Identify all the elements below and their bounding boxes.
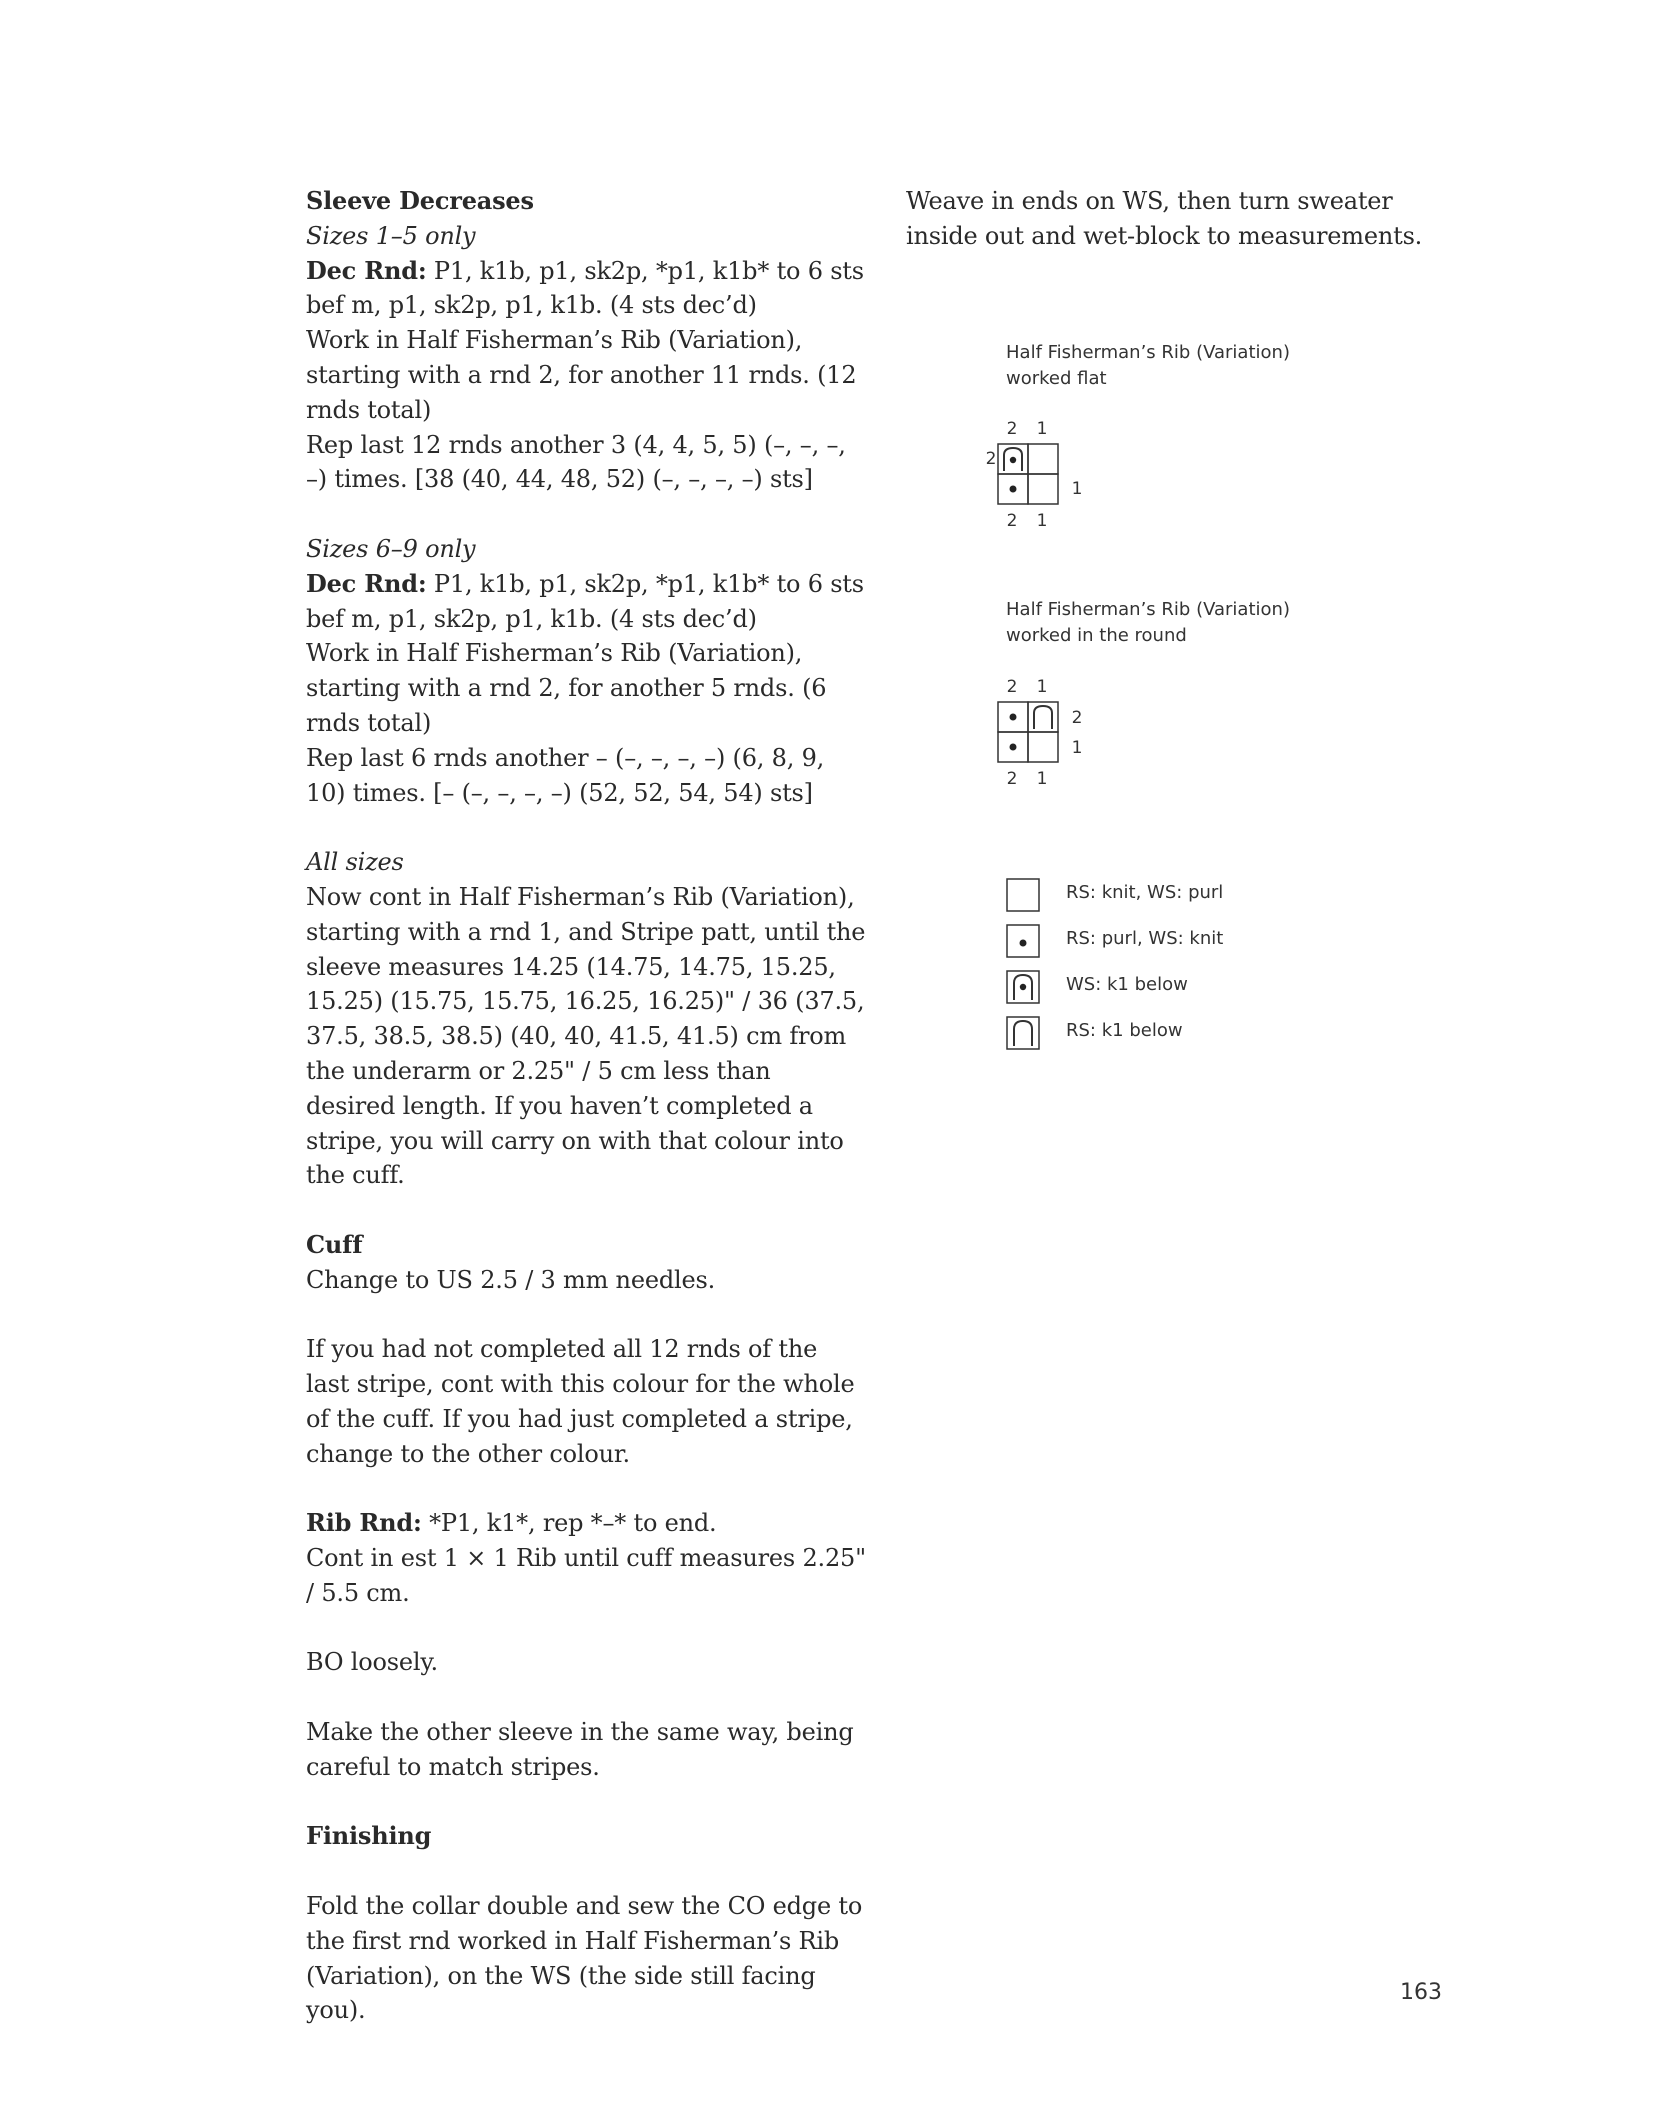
chart-flat-arch-dot-icon [1010, 457, 1016, 463]
other-sleeve-text: Make the other sleeve in the same way, being careful to match stripes. [306, 1718, 854, 1781]
chart-round-col-label-2-top: 2 [1006, 677, 1018, 697]
cuff-colour-text: If you had not completed all 12 rnds of the last stripe, cont with this colour for the whole of the cuff. If you had just completed a stripe, change to the other colour. [306, 1335, 855, 1468]
sizes-1-5-subheading: Sizes 1–5 only [306, 221, 476, 250]
chart-round-col-label-2-bottom: 2 [1006, 769, 1018, 789]
chart-round-dot-icon-r2 [1010, 714, 1017, 721]
sleeve-decreases-section [306, 184, 866, 497]
dec-rnd-b-label: Dec Rnd: [306, 568, 427, 598]
left-column [306, 184, 866, 2063]
rib-section [306, 1506, 866, 1610]
chart-round-row-label-2: 2 [1071, 708, 1083, 728]
legend-label-ws-k1-below: WS: k1 below [1066, 974, 1188, 995]
page-number: 163 [1400, 1980, 1442, 2005]
work-b-text: Work in Half Fisherman’s Rib (Variation), starting with a rnd 2, for another 5 rnds. (6 rnds total) [306, 639, 827, 737]
legend-label-knit: RS: knit, WS: purl [1066, 882, 1224, 903]
cuff-heading: Cuff [306, 1229, 363, 1259]
chart-flat-cell-r1c1 [1028, 474, 1058, 504]
cuff-section [306, 1228, 866, 1298]
dec-rnd-b [306, 567, 866, 637]
dec-rnd-b-text: P1, k1b, p1, sk2p, *p1, k1b* to 6 sts bef m, p1, sk2p, p1, k1b. (4 sts dec’d) [306, 569, 864, 633]
rib-cont-text: Cont in est 1 × 1 Rib until cuff measures 2.25" / 5.5 cm. [306, 1544, 866, 1607]
chart-flat-col-label-2-top: 2 [1006, 419, 1018, 439]
chart-flat-title-line1: Half Fisherman’s Rib (Variation) [1006, 342, 1290, 363]
finishing-heading: Finishing [306, 1821, 432, 1851]
sleeve-decreases-heading: Sleeve Decreases [306, 186, 534, 215]
arch-dot-square-icon [1006, 970, 1040, 1004]
dec-rnd-a-label: Dec Rnd: [306, 255, 427, 285]
work-a-text: Work in Half Fisherman’s Rib (Variation), starting with a rnd 2, for another 11 rnds. (12 rnds total) [306, 326, 857, 424]
rib-rnd-label: Rib Rnd: [306, 1508, 422, 1538]
weave-text: Weave in ends on WS, then turn sweater inside out and wet-block to measurements. [906, 187, 1423, 250]
dec-rnd-a [306, 254, 866, 324]
all-sizes-subheading: All sizes [306, 848, 404, 877]
rep-a-text: Rep last 12 rnds another 3 (4, 4, 5, 5) (–, –, –, –) times. [38 (40, 44, 48, 52) (–, –, –, –) sts] [306, 430, 846, 494]
chart-round-col-label-1-bottom: 1 [1036, 769, 1048, 789]
chart-round-row-label-1: 1 [1071, 738, 1083, 758]
chart-flat-col-label-1-bottom: 1 [1036, 511, 1048, 531]
chart-round-title [1006, 597, 1290, 649]
chart-round-title-line1: Half Fisherman’s Rib (Variation) [1006, 599, 1290, 620]
sizes-6-9-section [306, 532, 866, 810]
all-sizes-text: Now cont in Half Fisherman’s Rib (Variation), starting with a rnd 1, and Stripe patt, until the sleeve measures 14.25 (14.75, 14.75, 15.25, 15.25) (15.75, 15.75, 16.25, 16.25)" / 36 (37.5, 37.5, 38.5, 38.5) (40, 40, 41.5, 41.5) cm from the underarm or 2.25" / 5 cm less than desired length. If you haven’t completed a stripe, you will carry on with that colour into the cuff. [306, 882, 866, 1190]
chart-flat-dot-icon [1010, 486, 1017, 493]
chart-flat-row-label-1: 1 [1071, 479, 1083, 499]
finishing-text: Fold the collar double and sew the CO edge to the first rnd worked in Half Fisherman’s Rib (Variation), on the WS (the side still facing you). [306, 1892, 863, 2025]
legend-label-purl: RS: purl, WS: knit [1066, 928, 1224, 949]
chart-flat [980, 410, 1100, 540]
chart-round [980, 668, 1100, 798]
chart-round-dot-icon-r1 [1010, 744, 1017, 751]
chart-round-cell-r1c1 [1028, 732, 1058, 762]
cuff-needles-text: Change to US 2.5 / 3 mm needles. [306, 1265, 716, 1294]
dec-rnd-a-text: P1, k1b, p1, sk2p, *p1, k1b* to 6 sts bef m, p1, sk2p, p1, k1b. (4 sts dec’d) [306, 256, 864, 320]
chart-round-title-line2: worked in the round [1006, 625, 1187, 646]
blank-square-icon [1006, 878, 1040, 912]
chart-flat-col-label-2-bottom: 2 [1006, 511, 1018, 531]
bo-text: BO loosely. [306, 1648, 438, 1677]
all-sizes-section [306, 845, 866, 1193]
dot-square-icon [1006, 924, 1040, 958]
chart-flat-title [1006, 340, 1290, 392]
arch-square-icon [1006, 1016, 1040, 1050]
legend-label-rs-k1-below: RS: k1 below [1066, 1020, 1183, 1041]
rib-rnd-text: *P1, k1*, rep *–* to end. [421, 1509, 717, 1538]
chart-round-arch-icon [1034, 706, 1052, 729]
sizes-6-9-subheading: Sizes 6–9 only [306, 534, 476, 563]
chart-flat-row-label-2: 2 [985, 449, 997, 469]
right-column [906, 184, 1446, 254]
rib-rnd [306, 1506, 866, 1541]
chart-flat-title-line2: worked flat [1006, 368, 1107, 389]
chart-round-col-label-1-top: 1 [1036, 677, 1048, 697]
chart-flat-cell-r2c1 [1028, 444, 1058, 474]
chart-flat-col-label-1-top: 1 [1036, 419, 1048, 439]
rep-b-text: Rep last 6 rnds another – (–, –, –, –) (6, 8, 9, 10) times. [– (–, –, –, –) (52, 52, 54, 54) sts] [306, 743, 825, 807]
